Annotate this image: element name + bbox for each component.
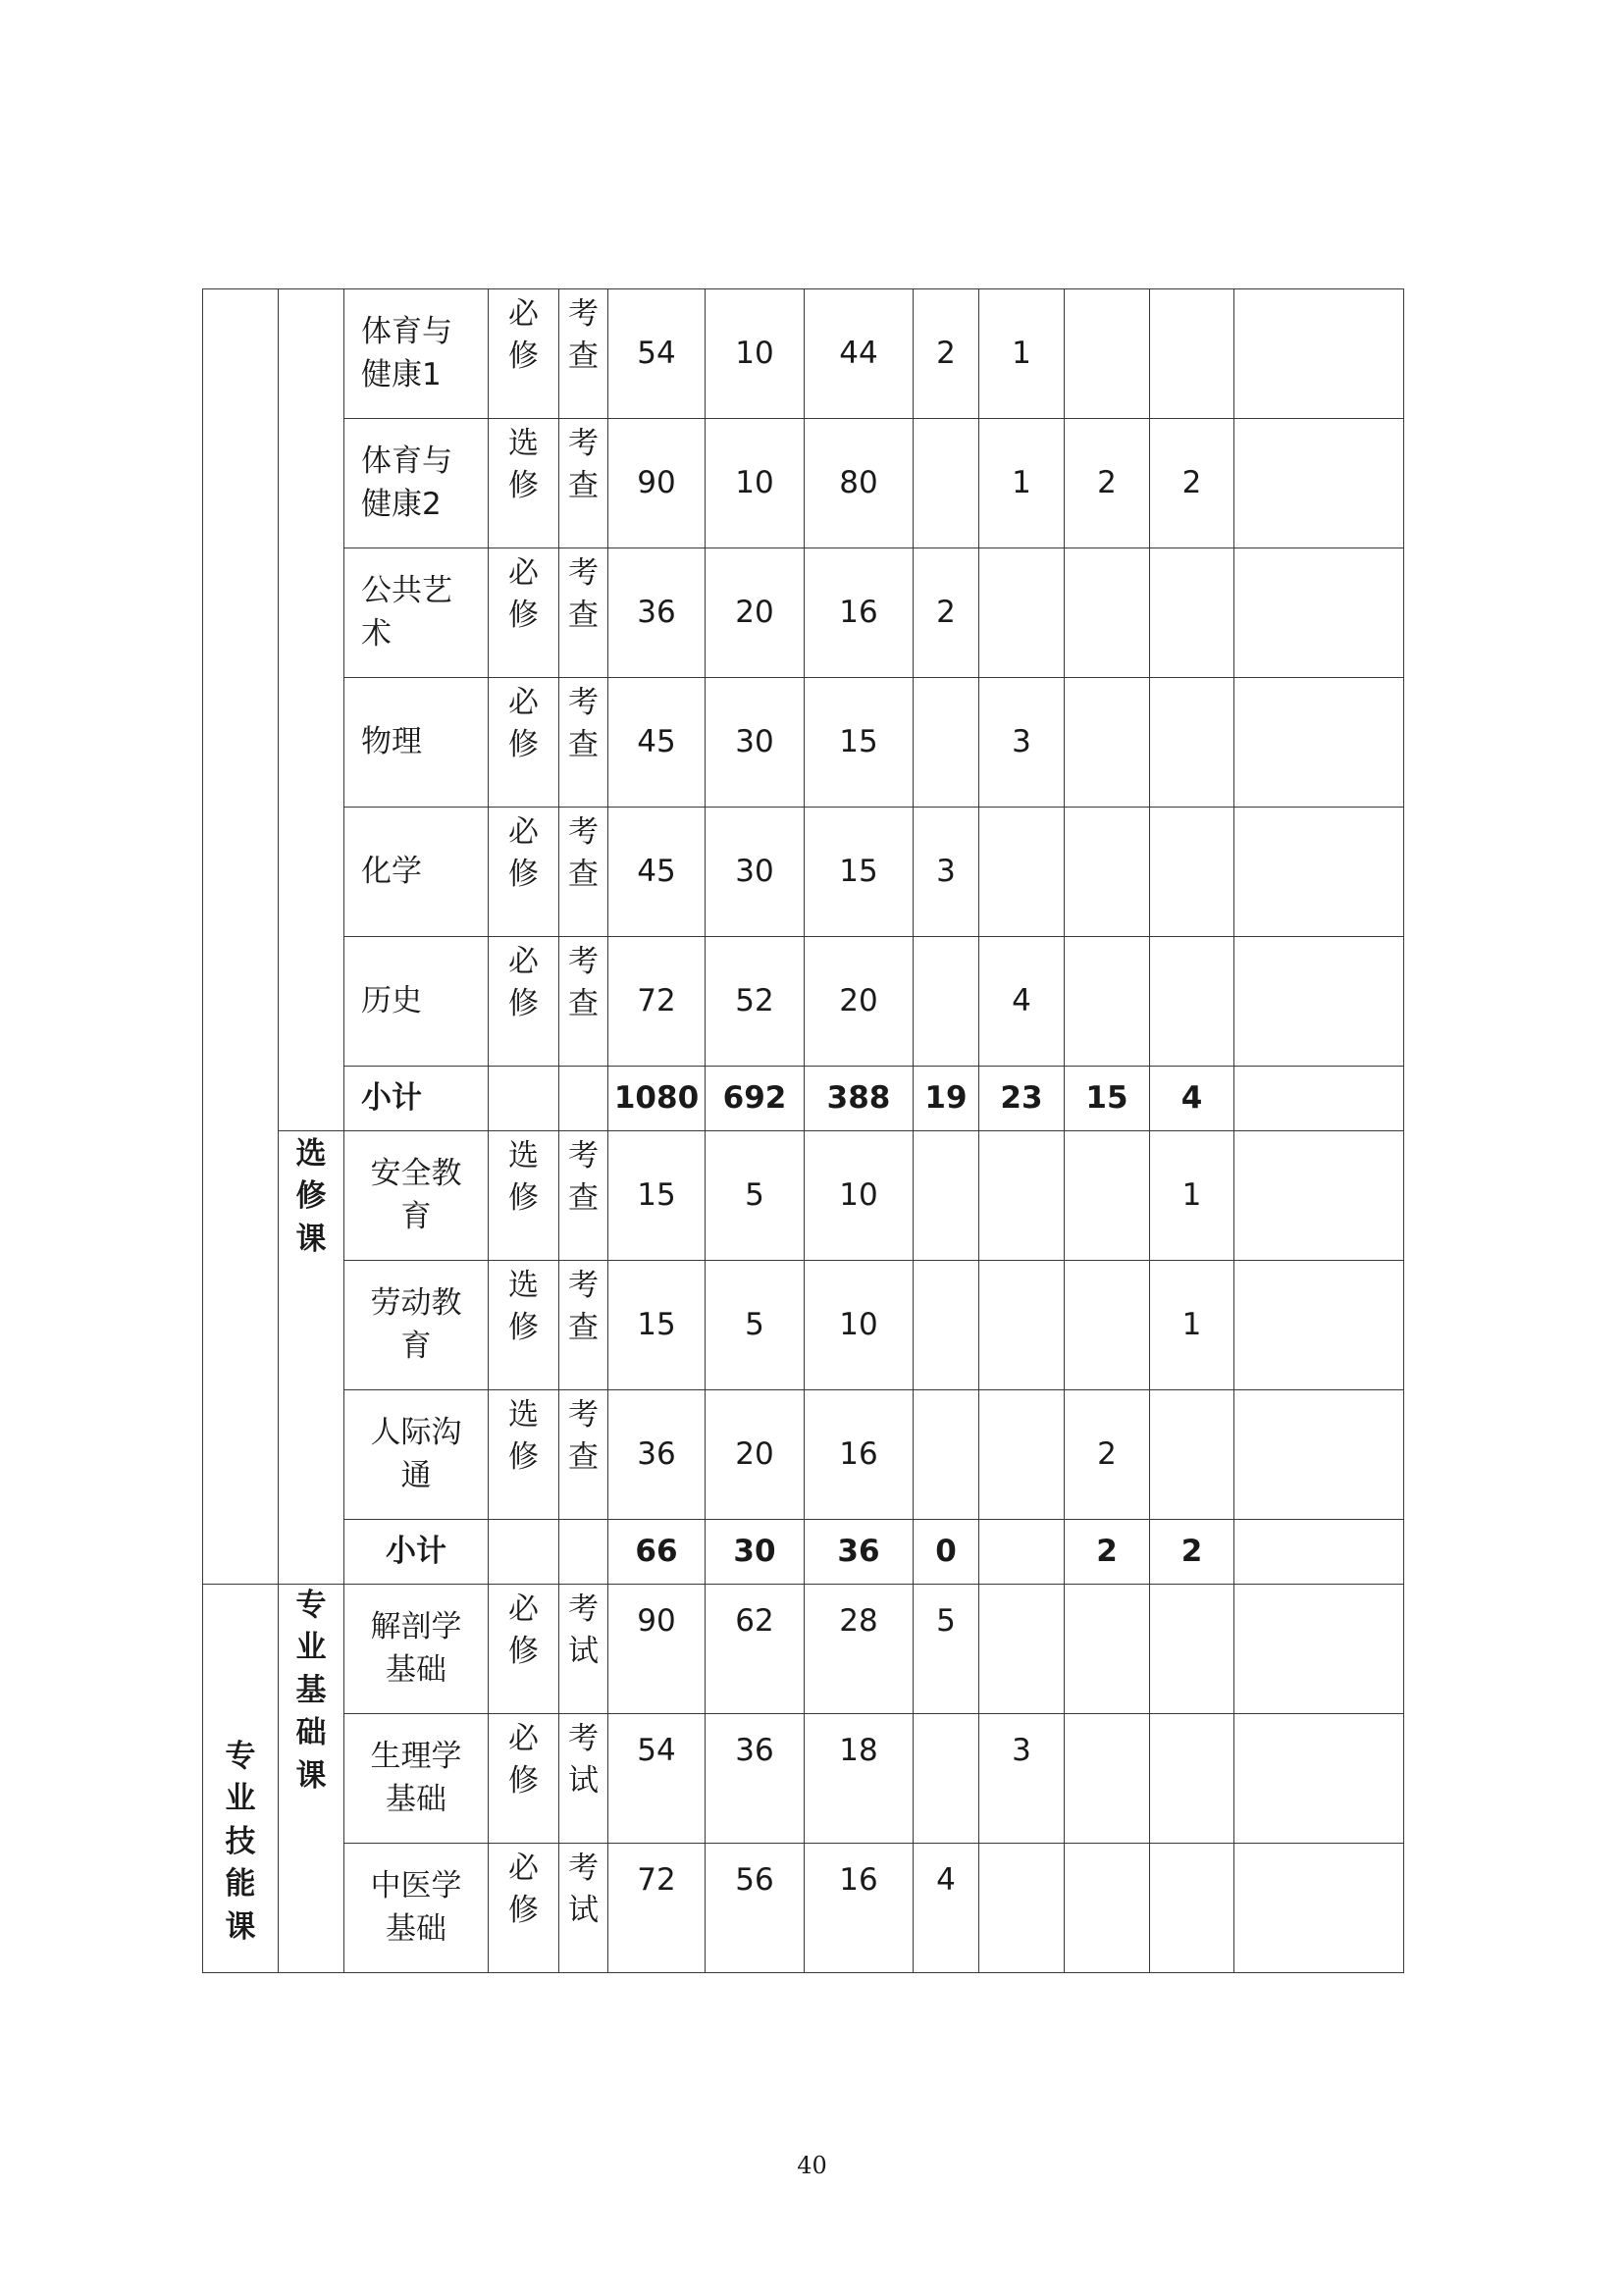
exam-method: 考 查 <box>559 1390 608 1520</box>
remarks-cell <box>1234 548 1404 678</box>
cell-practice: 16 <box>805 1390 914 1520</box>
course-name: 公共艺 术 <box>344 548 489 678</box>
cell-s1 <box>914 1131 979 1261</box>
subtotal-s4: 2 <box>1150 1520 1234 1585</box>
cell-theory: 52 <box>706 937 805 1067</box>
exam-method: 考 查 <box>559 289 608 419</box>
table-row <box>203 1714 1404 1844</box>
cell-s1 <box>914 937 979 1067</box>
cell-s3 <box>1065 548 1150 678</box>
course-name: 解剖学 基础 <box>344 1585 489 1714</box>
cell-s4 <box>1150 1390 1234 1520</box>
cell-practice: 10 <box>805 1261 914 1390</box>
course-name: 物理 <box>344 678 489 808</box>
cell-theory: 20 <box>706 1390 805 1520</box>
cell-practice: 15 <box>805 808 914 937</box>
course-name: 化学 <box>344 808 489 937</box>
table-row <box>203 1390 1404 1520</box>
remarks-cell <box>1234 1844 1404 1973</box>
cell-s3 <box>1065 1131 1150 1261</box>
table-row <box>203 548 1404 678</box>
course-type: 必 修 <box>489 1844 559 1973</box>
cell-total: 15 <box>608 1261 706 1390</box>
exam-method: 考 查 <box>559 937 608 1067</box>
subtotal-total: 66 <box>608 1520 706 1585</box>
subcategory-cell-continued <box>279 289 344 1131</box>
cell-s1: 5 <box>914 1585 979 1714</box>
course-type: 选 修 <box>489 1390 559 1520</box>
course-type: 必 修 <box>489 289 559 419</box>
subtotal-s3: 2 <box>1065 1520 1150 1585</box>
cell-s4 <box>1150 548 1234 678</box>
cell-s2: 1 <box>979 419 1065 548</box>
exam-method: 考 试 <box>559 1714 608 1844</box>
cell-practice: 28 <box>805 1585 914 1714</box>
cell-s1 <box>914 419 979 548</box>
subtotal-s4: 4 <box>1150 1067 1234 1131</box>
cell-total: 54 <box>608 1714 706 1844</box>
cell-theory: 20 <box>706 548 805 678</box>
course-type: 必 修 <box>489 1714 559 1844</box>
cell-theory: 62 <box>706 1585 805 1714</box>
table-body <box>203 289 1404 1973</box>
cell-practice: 18 <box>805 1714 914 1844</box>
empty-cell <box>489 1520 559 1585</box>
course-name: 体育与 健康1 <box>344 289 489 419</box>
cell-theory: 5 <box>706 1261 805 1390</box>
cell-theory: 10 <box>706 419 805 548</box>
subtotal-theory: 692 <box>706 1067 805 1131</box>
remarks-cell <box>1234 1067 1404 1131</box>
exam-method: 考 试 <box>559 1844 608 1973</box>
empty-cell <box>559 1520 608 1585</box>
course-type: 选 修 <box>489 419 559 548</box>
subtotal-practice: 36 <box>805 1520 914 1585</box>
cell-s2 <box>979 1585 1065 1714</box>
cell-s4 <box>1150 1585 1234 1714</box>
cell-s2: 3 <box>979 678 1065 808</box>
remarks-cell <box>1234 808 1404 937</box>
table-row <box>203 289 1404 419</box>
cell-s1: 3 <box>914 808 979 937</box>
cell-practice: 16 <box>805 1844 914 1973</box>
course-type: 选 修 <box>489 1131 559 1261</box>
cell-s4 <box>1150 808 1234 937</box>
cell-s2: 3 <box>979 1714 1065 1844</box>
cell-s1 <box>914 1261 979 1390</box>
cell-s3 <box>1065 1261 1150 1390</box>
remarks-cell <box>1234 1714 1404 1844</box>
remarks-cell <box>1234 1585 1404 1714</box>
cell-s3: 2 <box>1065 1390 1150 1520</box>
cell-total: 72 <box>608 1844 706 1973</box>
cell-s4: 1 <box>1150 1131 1234 1261</box>
cell-s3 <box>1065 289 1150 419</box>
cell-s3 <box>1065 678 1150 808</box>
subtotal-s2: 23 <box>979 1067 1065 1131</box>
cell-theory: 30 <box>706 678 805 808</box>
course-name: 体育与 健康2 <box>344 419 489 548</box>
cell-s3: 2 <box>1065 419 1150 548</box>
course-name: 中医学 基础 <box>344 1844 489 1973</box>
subtotal-label: 小计 <box>344 1520 489 1585</box>
course-type: 必 修 <box>489 548 559 678</box>
course-type: 必 修 <box>489 808 559 937</box>
cell-practice: 80 <box>805 419 914 548</box>
exam-method: 考 查 <box>559 548 608 678</box>
course-name: 安全教 育 <box>344 1131 489 1261</box>
cell-theory: 56 <box>706 1844 805 1973</box>
category-cell-continued <box>203 289 279 1585</box>
cell-total: 90 <box>608 419 706 548</box>
cell-s1: 2 <box>914 548 979 678</box>
cell-s1 <box>914 1390 979 1520</box>
course-name: 劳动教 育 <box>344 1261 489 1390</box>
exam-method: 考 查 <box>559 1131 608 1261</box>
cell-practice: 16 <box>805 548 914 678</box>
cell-s1: 2 <box>914 289 979 419</box>
remarks-cell <box>1234 289 1404 419</box>
cell-theory: 5 <box>706 1131 805 1261</box>
subtotal-label: 小计 <box>344 1067 489 1131</box>
curriculum-table <box>202 288 1404 1973</box>
cell-total: 45 <box>608 808 706 937</box>
subtotal-s2 <box>979 1520 1065 1585</box>
exam-method: 考 查 <box>559 1261 608 1390</box>
cell-s3 <box>1065 1714 1150 1844</box>
cell-s3 <box>1065 808 1150 937</box>
remarks-cell <box>1234 419 1404 548</box>
cell-total: 15 <box>608 1131 706 1261</box>
cell-s2 <box>979 1390 1065 1520</box>
cell-s4 <box>1150 678 1234 808</box>
cell-s1: 4 <box>914 1844 979 1973</box>
cell-s4 <box>1150 1844 1234 1973</box>
table-row <box>203 1261 1404 1390</box>
cell-total: 72 <box>608 937 706 1067</box>
exam-method: 考 查 <box>559 419 608 548</box>
table-row <box>203 808 1404 937</box>
cell-s4 <box>1150 289 1234 419</box>
professional-skills-label: 专 业 技 能 课 <box>203 1585 279 1973</box>
cell-s2 <box>979 548 1065 678</box>
cell-s3 <box>1065 1585 1150 1714</box>
course-name: 人际沟 通 <box>344 1390 489 1520</box>
table-row <box>203 1844 1404 1973</box>
cell-s3 <box>1065 937 1150 1067</box>
subtotal-total: 1080 <box>608 1067 706 1131</box>
cell-practice: 15 <box>805 678 914 808</box>
course-type: 必 修 <box>489 1585 559 1714</box>
remarks-cell <box>1234 937 1404 1067</box>
cell-theory: 36 <box>706 1714 805 1844</box>
remarks-cell <box>1234 1390 1404 1520</box>
course-type: 选 修 <box>489 1261 559 1390</box>
subtotal-s1: 0 <box>914 1520 979 1585</box>
cell-s4 <box>1150 937 1234 1067</box>
cell-practice: 20 <box>805 937 914 1067</box>
cell-practice: 44 <box>805 289 914 419</box>
subtotal-s3: 15 <box>1065 1067 1150 1131</box>
table-row <box>203 678 1404 808</box>
table-row <box>203 419 1404 548</box>
cell-total: 54 <box>608 289 706 419</box>
cell-practice: 10 <box>805 1131 914 1261</box>
elective-group-label: 选 修 课 <box>279 1131 344 1585</box>
table-row <box>203 1131 1404 1261</box>
course-type: 必 修 <box>489 678 559 808</box>
cell-s2 <box>979 1131 1065 1261</box>
table-row <box>203 937 1404 1067</box>
cell-s2: 4 <box>979 937 1065 1067</box>
cell-theory: 30 <box>706 808 805 937</box>
subtotal-row <box>203 1067 1404 1131</box>
cell-s3 <box>1065 1844 1150 1973</box>
cell-total: 90 <box>608 1585 706 1714</box>
remarks-cell <box>1234 678 1404 808</box>
page-number: 40 <box>797 2152 827 2179</box>
table-row <box>203 1585 1404 1714</box>
exam-method: 考 查 <box>559 678 608 808</box>
subtotal-practice: 388 <box>805 1067 914 1131</box>
cell-s2 <box>979 1261 1065 1390</box>
foundation-course-label: 专 业 基 础 课 <box>279 1585 344 1973</box>
cell-total: 36 <box>608 1390 706 1520</box>
cell-s1 <box>914 1714 979 1844</box>
remarks-cell <box>1234 1520 1404 1585</box>
cell-s2 <box>979 808 1065 937</box>
empty-cell <box>489 1067 559 1131</box>
cell-s2 <box>979 1844 1065 1973</box>
subtotal-theory: 30 <box>706 1520 805 1585</box>
cell-s4: 1 <box>1150 1261 1234 1390</box>
cell-s1 <box>914 678 979 808</box>
cell-s4: 2 <box>1150 419 1234 548</box>
subtotal-s1: 19 <box>914 1067 979 1131</box>
cell-total: 45 <box>608 678 706 808</box>
cell-theory: 10 <box>706 289 805 419</box>
cell-s4 <box>1150 1714 1234 1844</box>
empty-cell <box>559 1067 608 1131</box>
subtotal-row <box>203 1520 1404 1585</box>
cell-total: 36 <box>608 548 706 678</box>
exam-method: 考 试 <box>559 1585 608 1714</box>
exam-method: 考 查 <box>559 808 608 937</box>
course-name: 历史 <box>344 937 489 1067</box>
remarks-cell <box>1234 1131 1404 1261</box>
course-name: 生理学 基础 <box>344 1714 489 1844</box>
cell-s2: 1 <box>979 289 1065 419</box>
course-type: 必 修 <box>489 937 559 1067</box>
remarks-cell <box>1234 1261 1404 1390</box>
